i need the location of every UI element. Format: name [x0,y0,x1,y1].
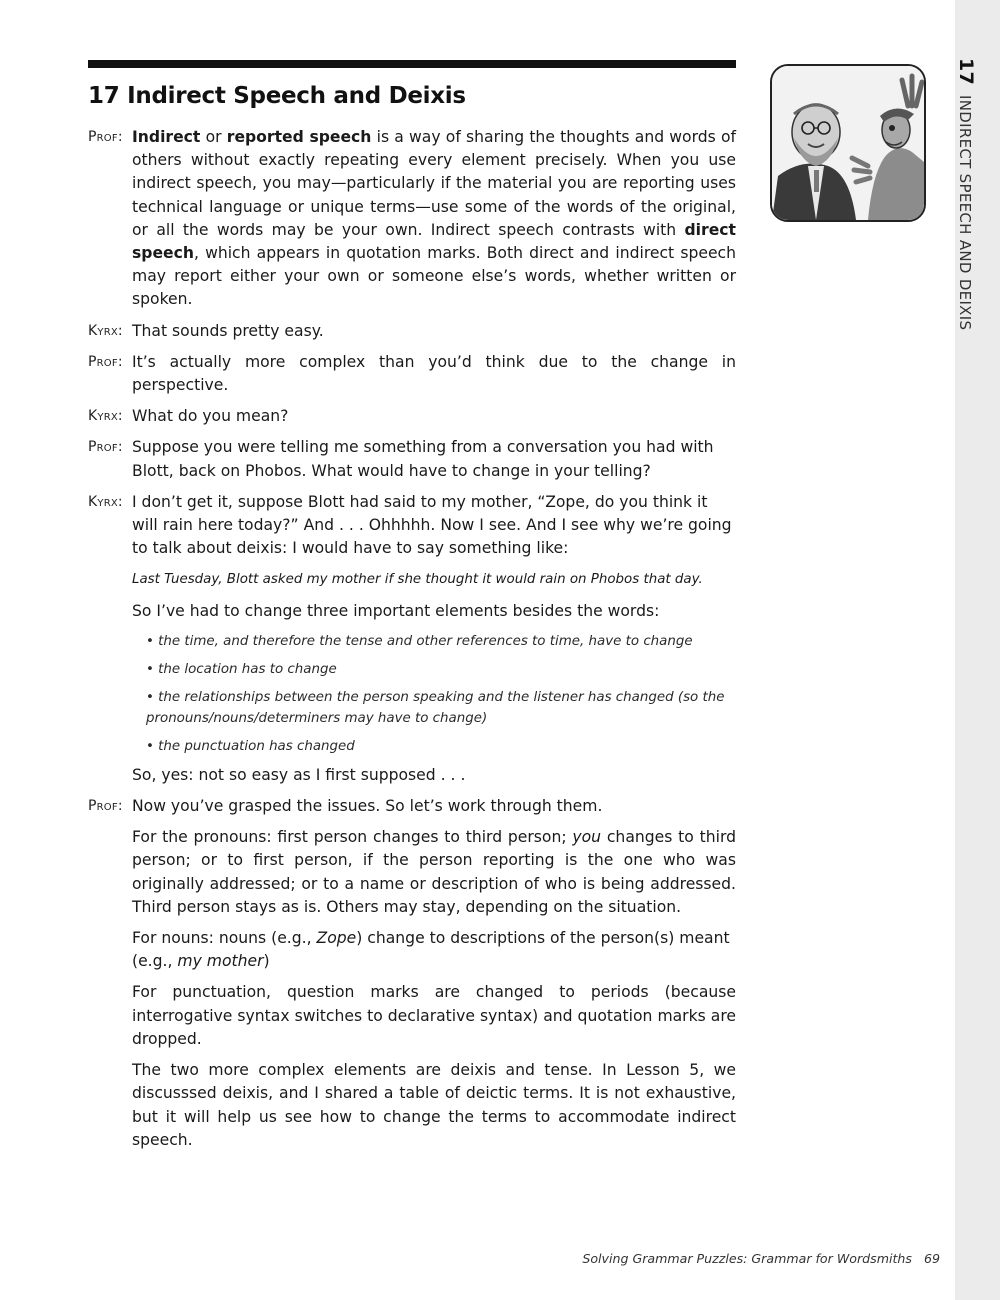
dialogue-line: That sounds pretty easy. [132,321,324,340]
elements-lead-in: So I’ve had to change three important elements besides the words: [132,601,660,620]
term-you: you [572,828,602,847]
kyrx-turn-example [88,491,736,561]
speaker-prof: Prof: [88,129,123,145]
kyrx-turn-question [88,405,736,428]
paragraph-indirect-speech-definition [132,126,736,312]
side-chapter-label [955,58,977,330]
paragraph-nouns [88,927,736,973]
page-footer [582,1251,940,1266]
speaker-prof: Prof: [88,439,123,456]
text-segment: , which appears in quotation marks. Both direct and indirect speech may report either your own or someone else’s words, whether written or spoken. [132,244,736,309]
illustration-drawing [772,66,924,220]
text-segment: ) [263,952,270,971]
heading-rule [88,60,736,68]
text-segment: For nouns: nouns (e.g., [132,929,317,948]
term-my-mother: my mother [177,952,264,971]
side-chapter-title: INDIRECT SPEECH AND DEIXIS [956,95,974,331]
dialogue-line: What do you mean? [132,407,289,426]
kyrx-turn-easy [88,320,736,343]
dialogue-line: It’s actually more complex than you’d think due to the change in perspective. [132,352,736,395]
bullet-item: • the location has to change [146,661,337,677]
prof-turn-issues [88,795,736,818]
paragraph-pronouns [88,826,736,919]
kyrx-closing-line: So, yes: not so easy as I first supposed . . . [132,765,466,784]
text-segment: For the pronouns: first person changes to third person; [132,828,573,847]
speaker-prof: Prof: [88,353,123,370]
book-title: Solving Grammar Puzzles: Grammar for Wordsmiths [582,1251,912,1266]
speaker-kyrx: Kyrx: [88,408,123,425]
bullet-item: • the relationships between the person speaking and the listener has changed (so the pronouns/nouns/determiners may have to change) [146,689,725,726]
paragraph-punctuation: For punctuation, question marks are changed to periods (because interrogative syntax switches to declarative syntax) and quotation marks are dropped. [132,983,736,1048]
term-reported-speech: reported speech [226,128,372,146]
text-segment: ) change to descriptions of the person(s) meant (e.g., [132,929,730,971]
dialogue-line: Now you’ve grasped the issues. So let’s work through them. [132,797,603,816]
chapter-heading: 17 Indirect Speech and Deixis [88,83,466,109]
side-chapter-number: 17 [955,58,977,86]
term-direct-speech: direct speech [132,220,736,263]
prof-turn-intro [88,126,736,312]
speaker-kyrx: Kyrx: [88,322,123,339]
term-indirect: Indirect [132,128,201,146]
speaker-kyrx: Kyrx: [88,493,123,510]
dialogue-line: I don’t get it, suppose Blott had said to my mother, “Zope, do you think it will rain here today?” And . . . Ohhhhh. Now I see. And I see why we’re going to talk about deixis: I would have to say something like: [132,492,732,558]
dialogue-body [88,126,736,1160]
text-segment: is a way of sharing the thoughts and words of others without exactly repeating every element precisely. When you use indirect speech, you may—particularly if the material you are reporting uses technical language or unique terms—use some of the words of the original, or all the words may be your own. Indirect speech contrasts with [132,128,736,239]
paragraph-deixis-tense: The two more complex elements are deixis and tense. In Lesson 5, we discusssed deixis, and I shared a table of deictic terms. It is not exhaustive, but it will help us see how to change the terms to accommodate indirect speech. [132,1061,736,1149]
text-segment: or [200,128,227,146]
term-zope: Zope [316,929,357,948]
professor-and-alien-illustration [770,64,926,222]
page-number: 69 [923,1251,940,1266]
bullet-item: • the punctuation has changed [146,738,355,754]
dialogue-line: Suppose you were telling me something from a conversation you had with Blott, back on Phobos. What would have to change in your telling? [132,438,714,480]
text-segment: changes to third person; or to first person, if the person reporting is the one who was originally addressed; or to a name or description of who is being addressed. Third person stays as is. Others may stay, depending on the situation. [132,828,736,916]
example-sentence: Last Tuesday, Blott asked my mother if she thought it would rain on Phobos that day. [132,572,703,588]
speaker-prof: Prof: [88,798,123,815]
prof-turn-perspective [88,351,736,397]
prof-turn-suppose [88,436,736,482]
bullet-item: • the time, and therefore the tense and other references to time, have to change [146,633,693,649]
